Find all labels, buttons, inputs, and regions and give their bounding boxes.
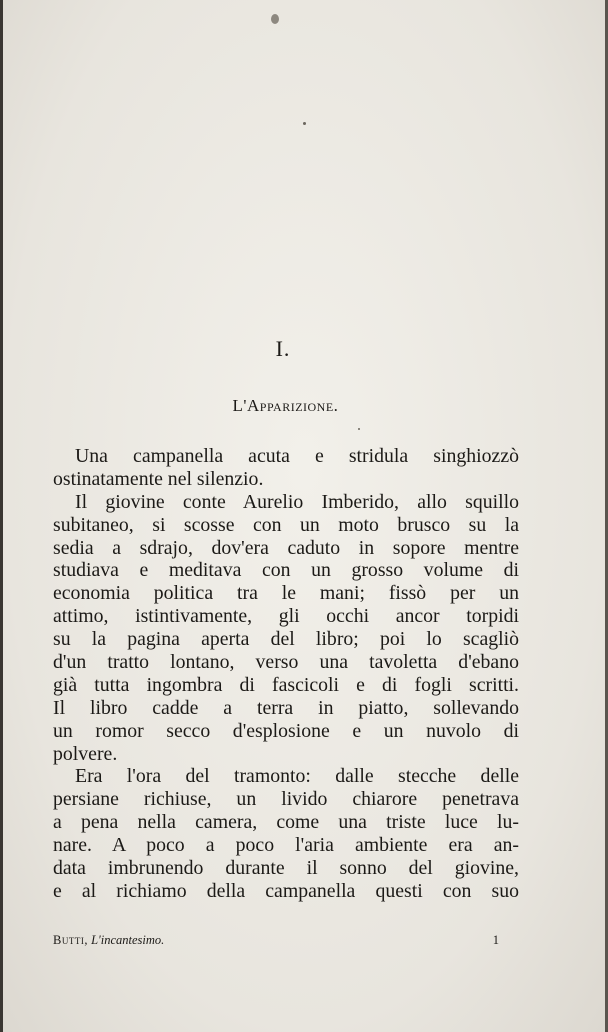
text-line: persiane richiuse, un livido chiarore penetrava xyxy=(53,788,519,811)
text-line: polvere. xyxy=(53,742,118,765)
text-line: d'un tratto lontano, verso una tavoletta d'ebano xyxy=(53,651,519,674)
text-line: ostinatamente nel silenzio. xyxy=(53,467,264,490)
text-line: sedia a sdrajo, dov'era caduto in sopore mentre xyxy=(53,536,519,559)
text-line: Una campanella acuta e stridula singhiozzò xyxy=(75,445,519,467)
footer-running-title xyxy=(53,933,164,948)
footer-author: Butti, xyxy=(53,933,88,947)
text-line: Era l'ora del tramonto: dalle stecche delle xyxy=(75,765,519,788)
chapter-title-rest: pparizione. xyxy=(259,396,339,415)
text-line: su la pagina aperta del libro; poi lo scagliò xyxy=(53,628,519,651)
chapter-number: I. xyxy=(275,336,291,361)
text-line: studiava e meditava con un grosso volume di xyxy=(53,559,519,582)
footer-signature-number: 1 xyxy=(492,933,499,947)
footer-book-title: L'incantesimo. xyxy=(91,933,165,947)
text-line: a pena nella camera, come una triste luce lu- xyxy=(53,811,519,834)
ink-speck xyxy=(271,14,279,24)
chapter-title xyxy=(3,396,568,416)
chapter-title-initial: L'A xyxy=(232,396,260,415)
text-line: già tutta ingombra di fascicoli e di fogli scritti. xyxy=(53,673,519,696)
text-line: un romor secco d'esplosione e un nuvolo di xyxy=(53,719,519,742)
page-footer xyxy=(53,933,499,948)
text-line: e al richiamo della campanella questi con suo xyxy=(53,879,519,902)
ink-speck xyxy=(303,122,306,125)
text-line: subitaneo, si scosse con un moto brusco su la xyxy=(53,513,519,536)
text-line: Il giovine conte Aurelio Imberido, allo squillo xyxy=(75,490,519,513)
chapter-body-text xyxy=(53,445,519,903)
text-line: nare. A poco a poco l'aria ambiente era an- xyxy=(53,834,519,857)
text-line: attimo, istintivamente, gli occhi ancor torpidi xyxy=(53,605,519,628)
text-line: data imbrunendo durante il sonno del giovine, xyxy=(53,857,519,880)
text-line: economia politica tra le mani; fissò per un xyxy=(53,582,519,605)
ink-speck xyxy=(358,428,360,430)
text-line: Il libro cadde a terra in piatto, sollevando xyxy=(53,696,519,719)
